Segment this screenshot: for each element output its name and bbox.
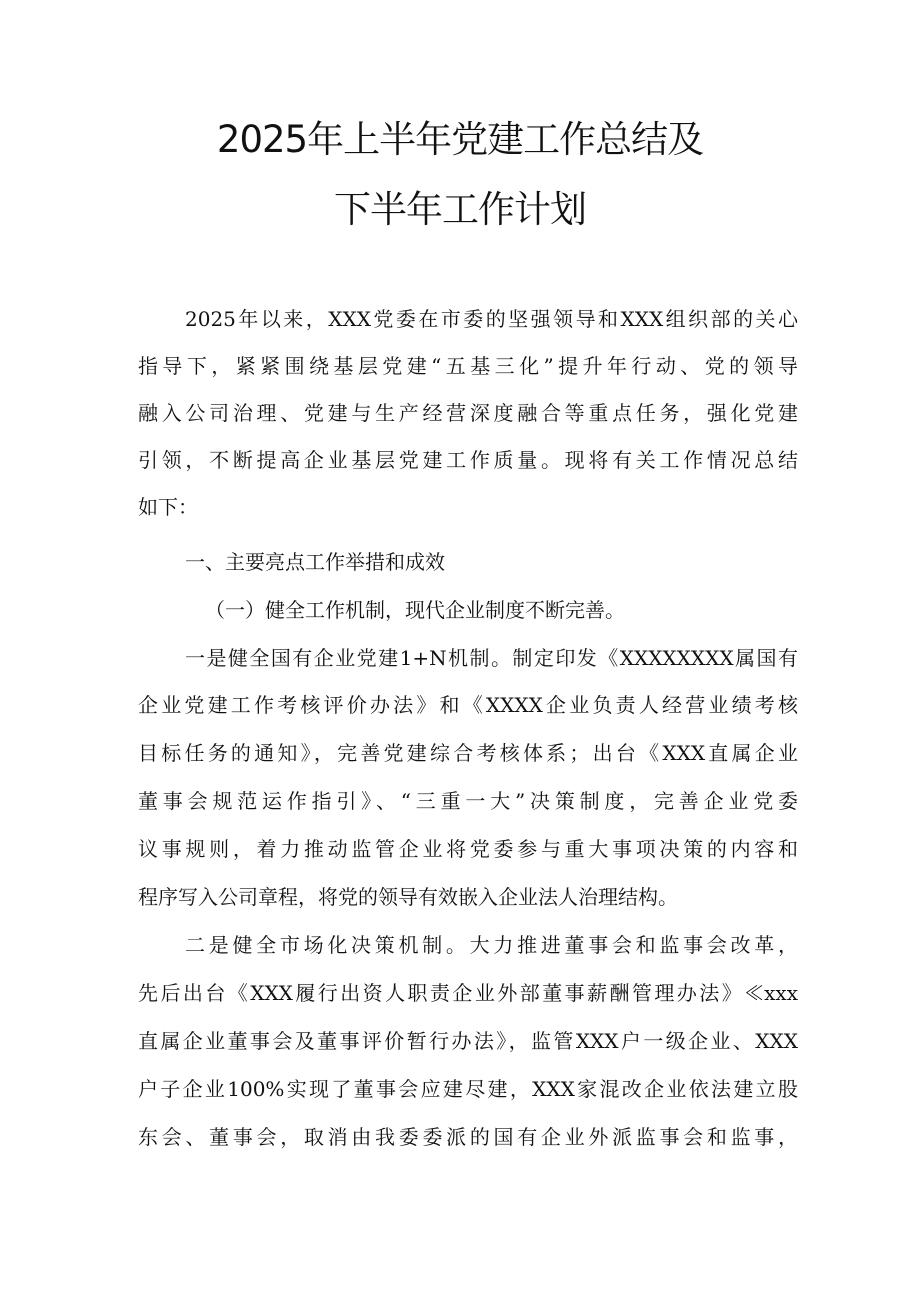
paragraph-line: 董事会规范运作指引》、“三重一大”决策制度，完善企业党委 <box>138 789 798 813</box>
intro-line: 2025年以来，XXX党委在市委的坚强领导和XXX组织部的关心 <box>185 307 798 331</box>
paragraph-line: 议事规则，着力推动监管企业将党委参与重大事项决策的内容和 <box>138 837 798 861</box>
intro-line: 引领，不断提高企业基层党建工作质量。现将有关工作情况总结 <box>138 448 798 472</box>
paragraph-line: 企业党建工作考核评价办法》和《XXXX企业负责人经营业绩考核 <box>138 693 798 717</box>
subsection-heading: （一）健全工作机制，现代企业制度不断完善。 <box>205 598 625 622</box>
paragraph-line: 一是健全国有企业党建1+N机制。制定印发《XXXXXXXX属国有 <box>185 646 798 670</box>
section-heading: 一、主要亮点工作举措和成效 <box>185 550 445 574</box>
paragraph-line: 目标任务的通知》，完善党建综合考核体系；出台《XXX直属企业 <box>138 741 798 765</box>
paragraph-line: 程序写入公司章程，将党的领导有效嵌入企业法人治理结构。 <box>138 885 678 909</box>
intro-line: 融入公司治理、党建与生产经营深度融合等重点任务，强化党建 <box>138 401 798 425</box>
intro-line: 如下： <box>138 495 198 519</box>
intro-line: 指导下，紧紧围绕基层党建“五基三化”提升年行动、党的领导 <box>138 354 798 378</box>
paragraph-line: 先后出台《XXX履行出资人职责企业外部董事薪酬管理办法》≪xxx <box>138 981 798 1005</box>
document-title-line-1: 2025年上半年党建工作总结及 <box>216 118 704 161</box>
paragraph-line: 二是健全市场化决策机制。大力推进董事会和监事会改革， <box>185 933 798 957</box>
document-title-line-2: 下半年工作计划 <box>334 188 586 231</box>
paragraph-line: 户子企业100%实现了董事会应建尽建，XXX家混改企业依法建立股 <box>138 1077 798 1101</box>
paragraph-line: 东会、董事会，取消由我委委派的国有企业外派监事会和监事， <box>138 1125 798 1149</box>
paragraph-line: 直属企业董事会及董事评价暂行办法》，监管XXX户一级企业、XXX <box>138 1029 798 1053</box>
